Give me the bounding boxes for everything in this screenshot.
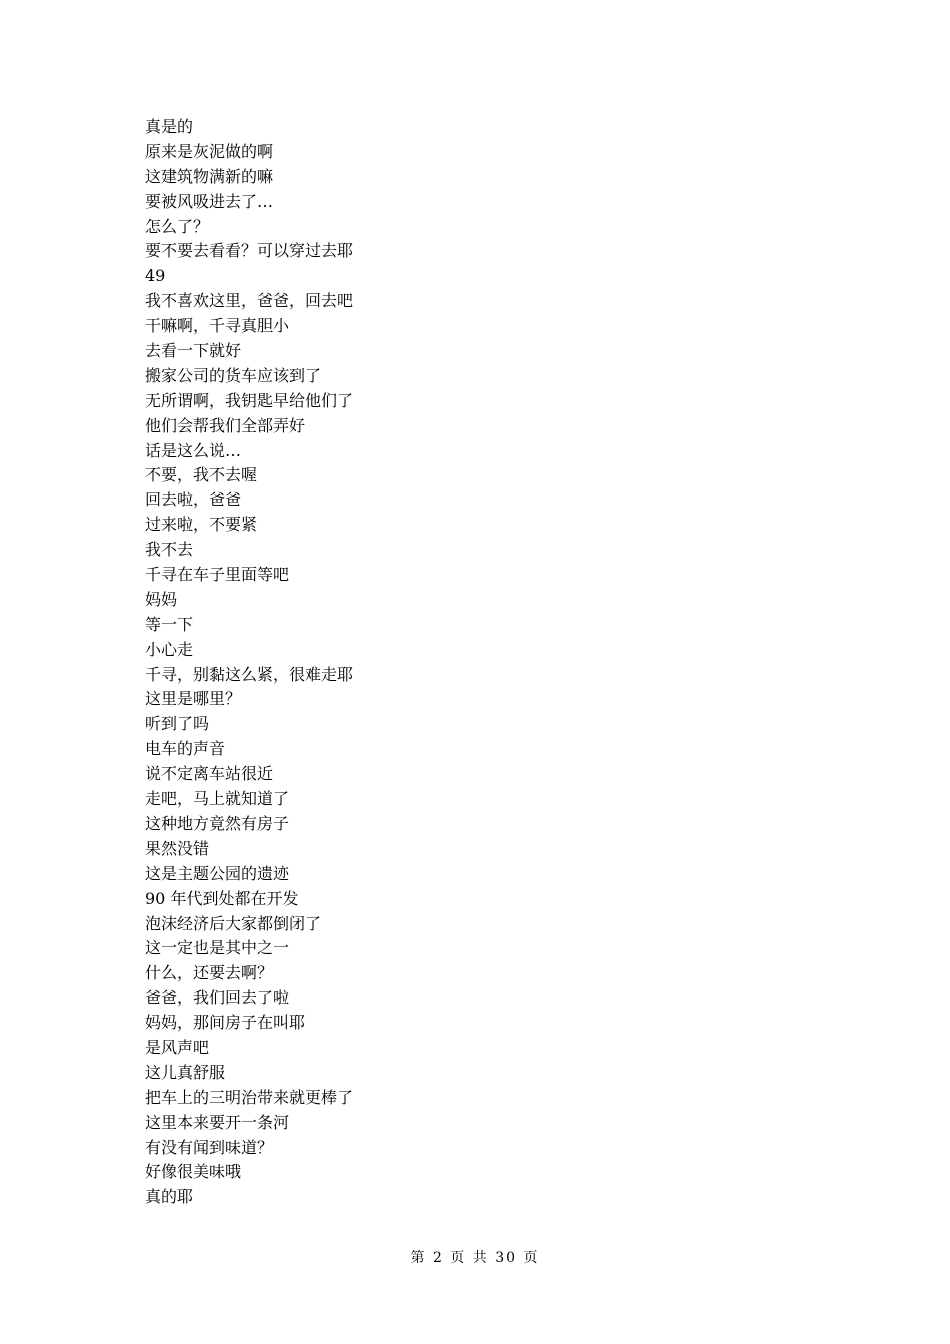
text-line: 49: [145, 266, 166, 286]
text-line: 真是的: [145, 117, 194, 136]
text-line: 妈妈: [145, 589, 178, 609]
text-line: 千寻，别黏这么紧，很难走耶: [145, 664, 354, 684]
text-line: 听到了吗: [145, 714, 210, 734]
page-footer: 第 2 页 共 30 页: [410, 1250, 540, 1266]
text-line: 要被风吸进去了…: [145, 191, 274, 211]
text-line: 过来啦，不要紧: [145, 515, 258, 535]
text-line: 怎么了？: [145, 216, 210, 236]
text-line: 90 年代到处都在开发: [145, 888, 299, 908]
text-line: 要不要去看看？可以穿过去耶: [145, 241, 354, 261]
text-line: 回去啦，爸爸: [145, 490, 242, 510]
text-line: 走吧，马上就知道了: [145, 789, 290, 809]
text-line: 爸爸，我们回去了啦: [145, 988, 290, 1008]
text-line: 这里是哪里？: [145, 689, 242, 709]
script-lines: [145, 115, 845, 1210]
text-line: 这是主题公园的遗迹: [145, 863, 290, 883]
text-line: 这建筑物满新的嘛: [145, 166, 274, 186]
text-line: 是风声吧: [145, 1037, 210, 1057]
text-line: 电车的声音: [145, 739, 226, 759]
text-line: 千寻在车子里面等吧: [145, 565, 290, 585]
text-line: 搬家公司的货车应该到了: [145, 365, 322, 385]
text-line: 我不喜欢这里，爸爸，回去吧: [145, 291, 354, 311]
text-line: 等一下: [145, 614, 194, 634]
text-line: 去看一下就好: [145, 341, 242, 361]
text-line: 这种地方竟然有房子: [145, 813, 290, 833]
text-line: 不要，我不去喔: [145, 465, 258, 485]
text-line: 小心走: [145, 639, 194, 659]
text-line: 原来是灰泥做的啊: [145, 141, 274, 161]
text-line: 说不定离车站很近: [145, 764, 274, 784]
text-line: 无所谓啊，我钥匙早给他们了: [145, 390, 354, 410]
text-line: 真的耶: [145, 1187, 194, 1207]
text-line: 把车上的三明治带来就更棒了: [145, 1087, 354, 1107]
text-line: 妈妈，那间房子在叫耶: [145, 1013, 306, 1033]
text-line: 干嘛啊，千寻真胆小: [145, 316, 290, 336]
text-line: 这里本来要开一条河: [145, 1112, 290, 1132]
text-line: 这儿真舒服: [145, 1062, 226, 1082]
text-line: 什么，还要去啊？: [145, 963, 274, 983]
text-line: 他们会帮我们全部弄好: [145, 415, 306, 435]
text-line: 话是这么说…: [145, 440, 242, 460]
text-line: 好像很美味哦: [145, 1162, 242, 1182]
text-line: 泡沫经济后大家都倒闭了: [145, 913, 322, 933]
text-line: 有没有闻到味道？: [145, 1137, 274, 1157]
text-line: 这一定也是其中之一: [145, 938, 290, 958]
text-line: 我不去: [145, 540, 194, 560]
text-line: 果然没错: [145, 838, 210, 858]
